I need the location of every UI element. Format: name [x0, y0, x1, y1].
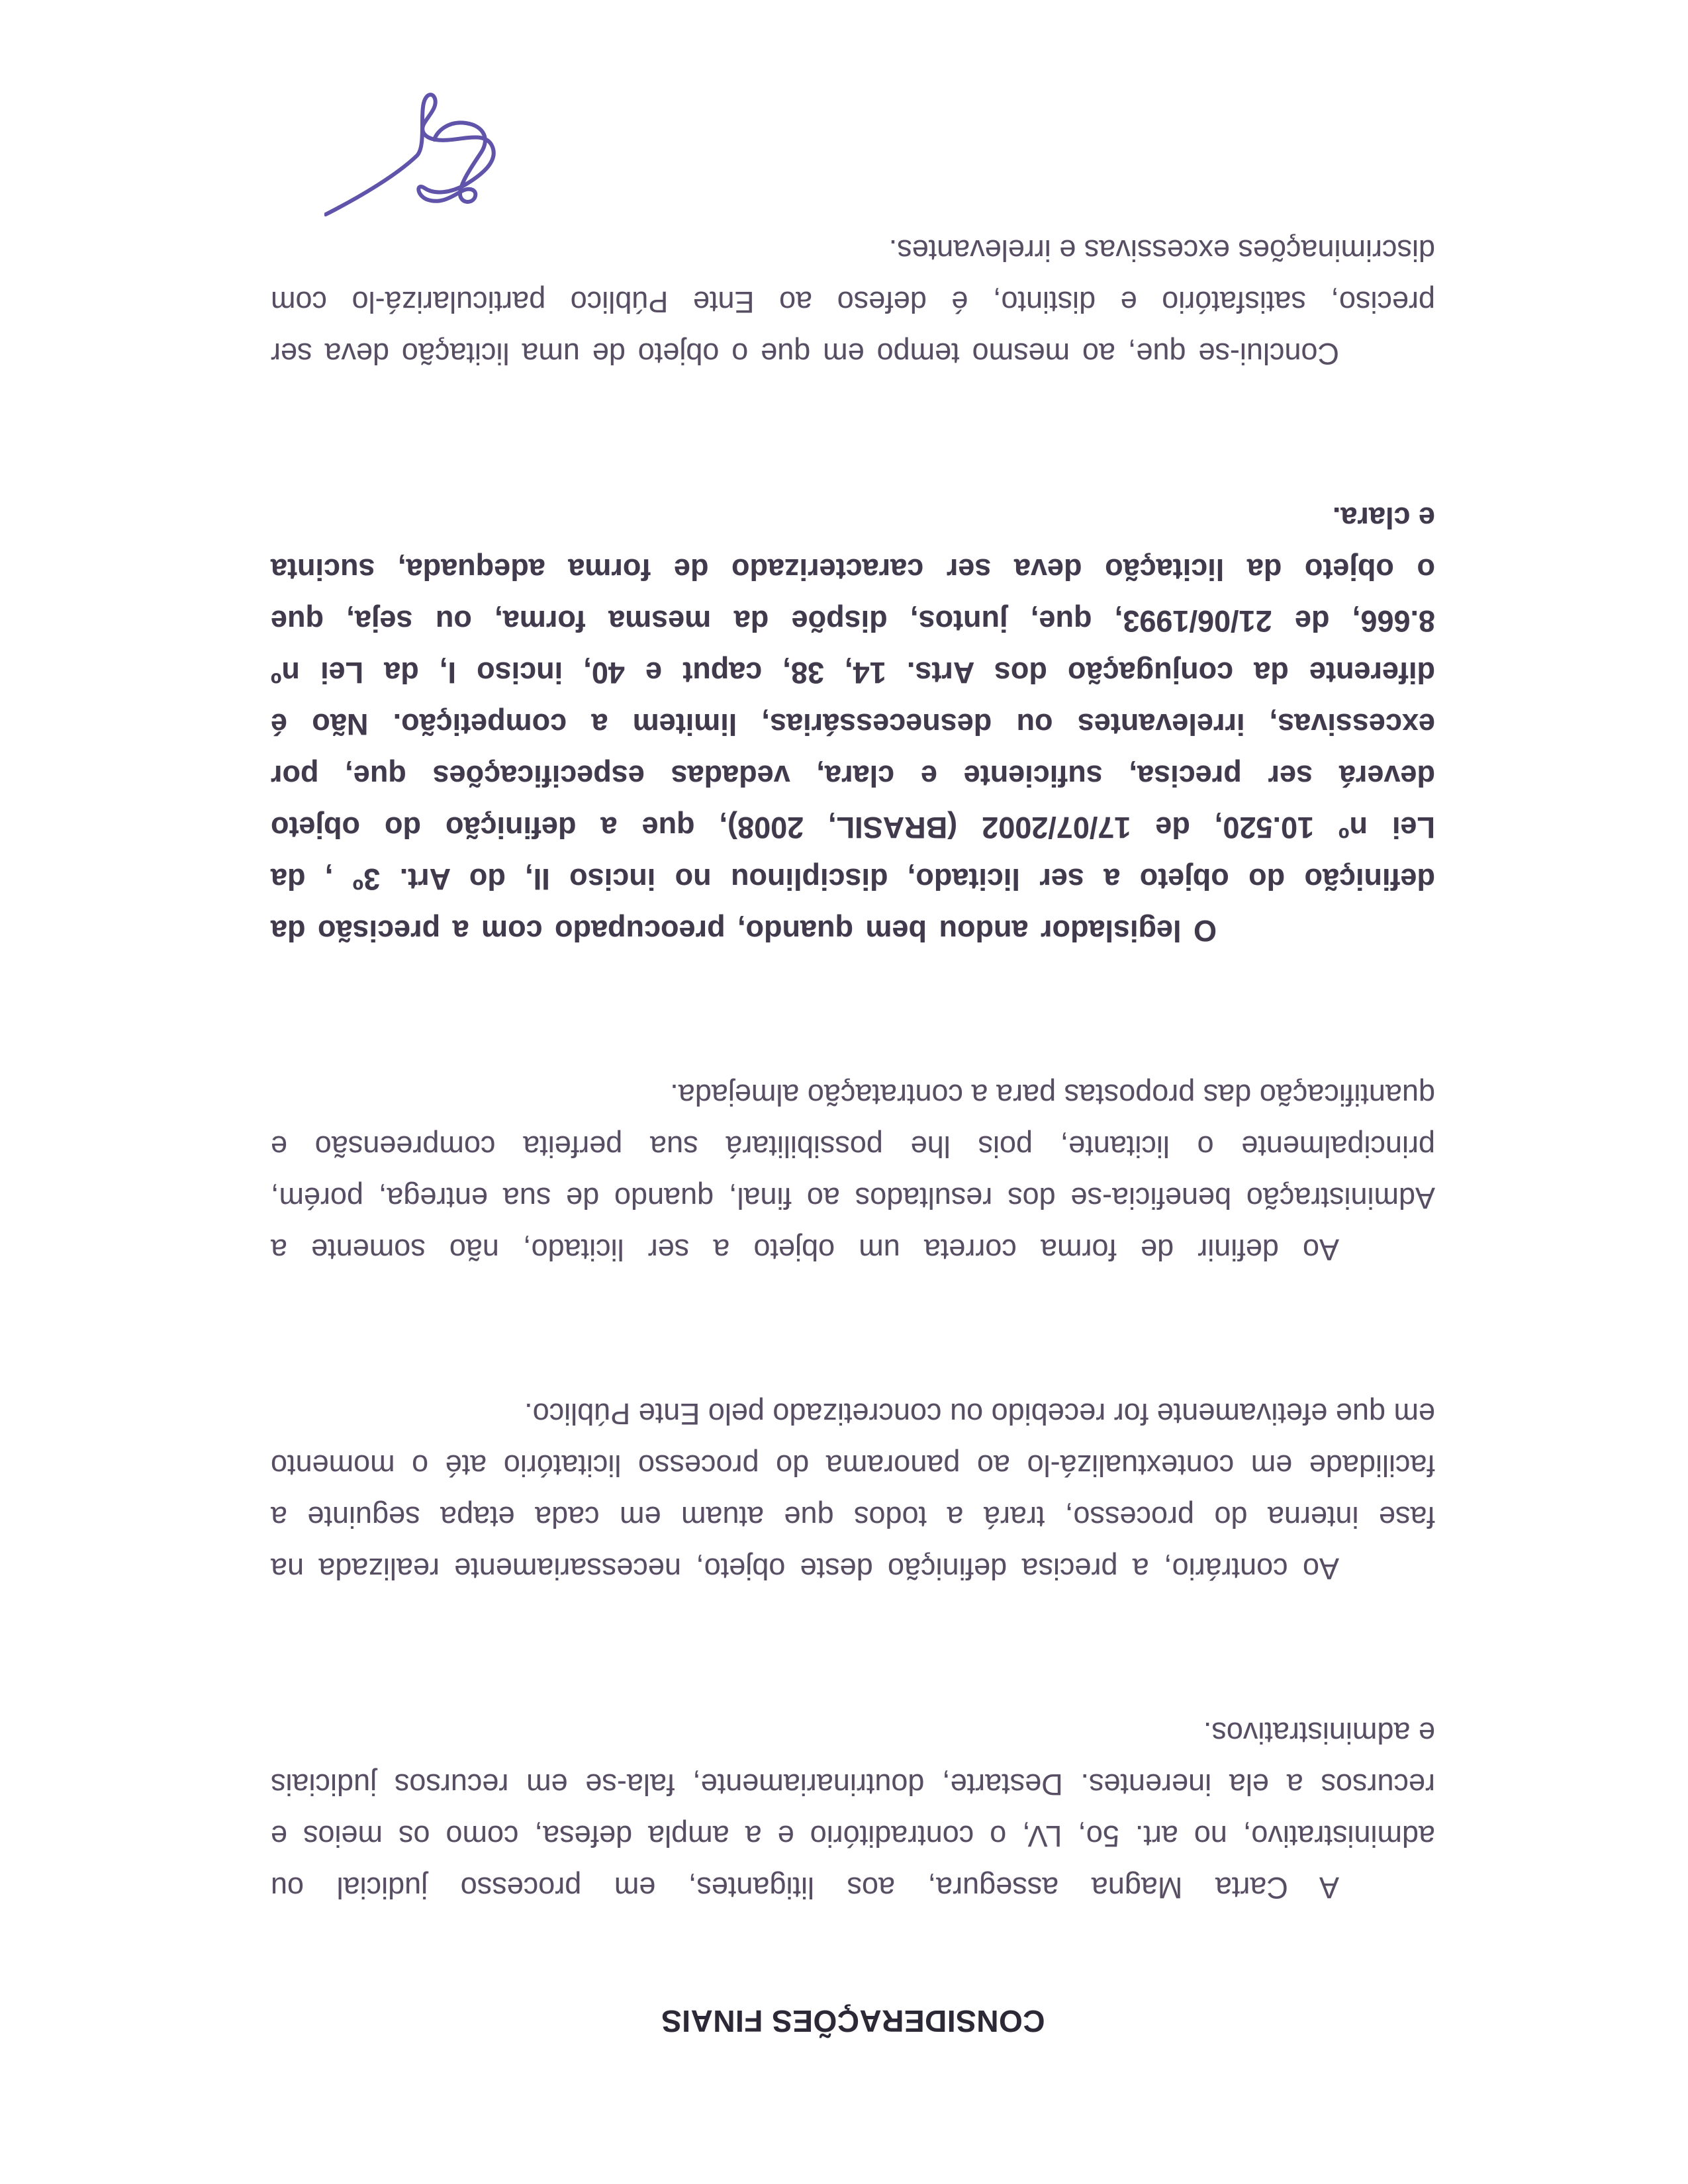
text-line: principalmente o licitante, pois lhe possibilitará sua perfeita compreensão e: [271, 1130, 1435, 1163]
body-paragraphs: [271, 224, 1435, 1913]
text-line: e clara.: [1332, 501, 1435, 535]
paragraph: [271, 1707, 1435, 1913]
text-line: 8.666, de 21/06/1993, que, juntos, dispõe da mesma forma, ou seja, que: [271, 604, 1435, 638]
text-line: administrativo, no art. 5o, LV, o contraditório e a ampla defesa, como os meios e: [271, 1819, 1435, 1853]
text-line: quantificação das propostas para a contratação almejada.: [670, 1078, 1435, 1112]
text-line: e administrativos.: [1203, 1716, 1435, 1750]
text-line: Conclui-se que, ao mesmo tempo em que o objeto de uma licitação deva ser: [271, 337, 1339, 371]
text-line: preciso, satisfatório e distinto, é defeso ao Ente Público particularizá-lo com: [271, 285, 1435, 319]
text-line: Ao definir de forma correta um objeto a ser licitado, não somente a: [271, 1233, 1339, 1267]
handwritten-signature: [324, 61, 553, 269]
page-title: CONSIDERAÇÕES FINAIS: [661, 2004, 1045, 2038]
text-line: fase interna do processo, trará a todos que atuam em cada etapa seguinte a: [271, 1500, 1435, 1534]
paragraph: [271, 492, 1435, 956]
text-line: definição do objeto a ser licitado, disciplinou no inciso II, do Art. 3º , da: [271, 862, 1435, 896]
text-line: deverá ser precisa, suficiente e clara, vedadas especificações que, por: [271, 759, 1435, 793]
text-line: recursos a ela inerentes. Destarte, doutrinariamente, fala-se em recursos judiciais: [271, 1768, 1435, 1801]
signature-icon: [324, 61, 553, 269]
text-line: A Carta Magna assegura, aos litigantes, em processo judicial ou: [271, 1871, 1339, 1905]
paragraph: [271, 1388, 1435, 1594]
text-line: discriminações excessivas e irrelevantes.: [888, 234, 1435, 267]
text-line: Lei nº 10.520, de 17/07/2002 (BRASIL, 2008), que a definição do objeto: [271, 811, 1435, 844]
text-line: facilidade em contextualizá-lo ao panorama do processo licitatório até o momento: [271, 1449, 1435, 1482]
text-line: Ao contrário, a precisa definição deste objeto, necessariamente realizada na: [271, 1552, 1339, 1586]
signature-stroke: [326, 95, 494, 214]
paragraph: [271, 1069, 1435, 1275]
text-line: excessivas, irrelevantes ou desnecessárias, limitem a competição. Não é: [271, 707, 1435, 741]
text-line: diferente da conjugação dos Arts. 14, 38, caput e 40, inciso I, da Lei nº: [271, 656, 1435, 690]
text-line: o objeto da licitação deva ser caracterizado de forma adequada, sucinta: [271, 553, 1435, 586]
text-line: O legislador andou bem quando, preocupado com a precisão da: [271, 914, 1217, 948]
text-line: em que efetivamente for recebido ou concretizado pelo Ente Público.: [524, 1397, 1435, 1431]
text-line: Administração beneficia-se dos resultados ao final, quando de sua entrega, porém,: [271, 1181, 1435, 1215]
